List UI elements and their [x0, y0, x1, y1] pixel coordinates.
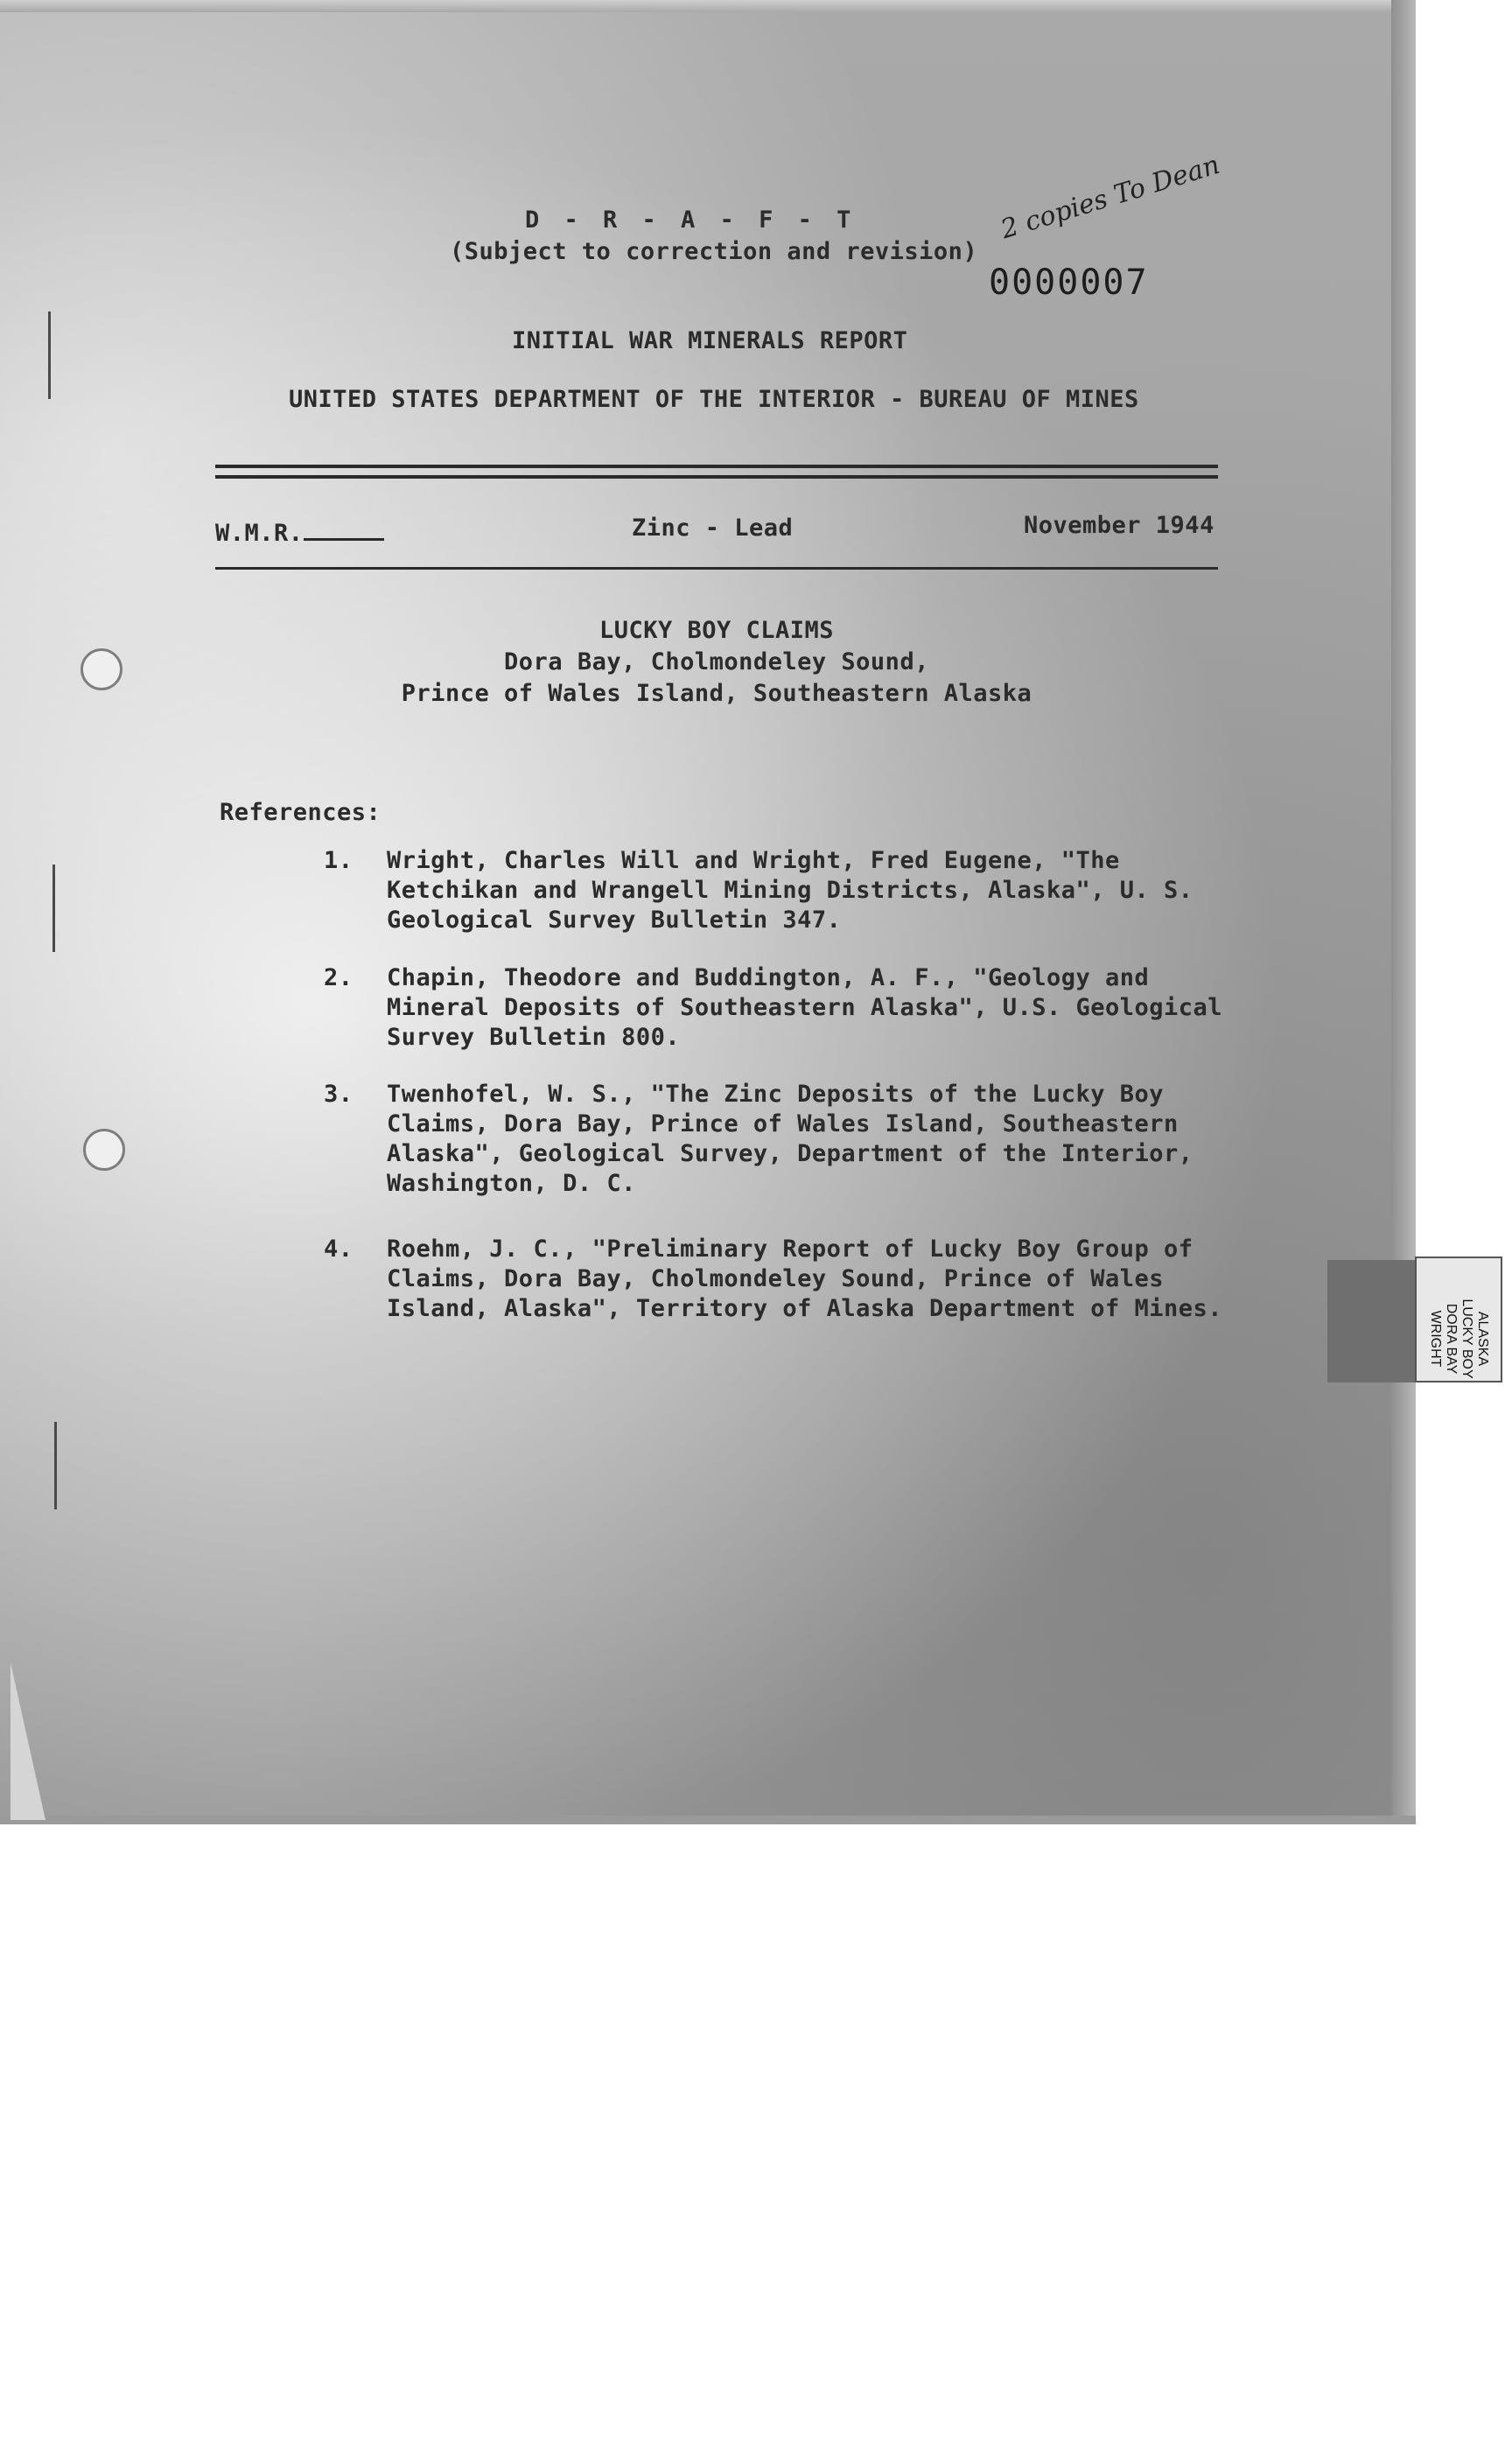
wmr-blank	[304, 538, 384, 541]
reference-number: 2.	[324, 964, 354, 991]
divider-rule	[215, 567, 1218, 570]
claims-location-line2: Prince of Wales Island, Southeastern Alaska	[401, 680, 1032, 707]
draft-label: D - R - A - F - T	[525, 206, 857, 234]
reference-text: Wright, Charles Will and Wright, Fred Eugene, "The Ketchikan and Wrangell Mining Districts, Alaska", U. S. Geological Survey Bulletin 347.	[387, 847, 1194, 934]
page-bottom-edge	[0, 1816, 1416, 1824]
double-rule-top	[215, 465, 1218, 468]
file-tab-text	[1427, 1273, 1490, 1404]
claims-location-line1: Dora Bay, Cholmondeley Sound,	[504, 648, 929, 676]
page-right-edge	[1391, 0, 1416, 1824]
binder-mark	[52, 864, 55, 952]
folded-corner	[10, 1662, 46, 1820]
reference-text: Twenhofel, W. S., "The Zinc Deposits of the Lucky Boy Claims, Dora Bay, Prince of Wales Island, Southeastern Alaska", Geological Survey, Department of the Interior, Washington, D. C.	[387, 1081, 1194, 1197]
reference-text: Roehm, J. C., "Preliminary Report of Lucky Boy Group of Claims, Dora Bay, Cholmondeley Sound, Prince of Wales Island, Alaska", Territory of Alaska Department of Mines.	[387, 1236, 1223, 1322]
department-line: UNITED STATES DEPARTMENT OF THE INTERIOR - BUREAU OF MINES	[289, 386, 1139, 413]
handwritten-note: 2 copies To Dean	[997, 149, 1224, 246]
references-heading: References:	[220, 799, 382, 826]
binder-mark	[48, 312, 51, 399]
file-tab-line: ALASKA	[1475, 1311, 1490, 1367]
punch-hole	[80, 648, 122, 690]
file-tab-line: DORA BAY	[1444, 1303, 1459, 1375]
report-date: November 1944	[1024, 512, 1214, 539]
wmr-field	[215, 520, 384, 547]
punch-hole	[83, 1129, 125, 1171]
page-top-edge	[0, 0, 1416, 12]
subject-line: (Subject to correction and revision)	[450, 238, 978, 265]
binder-mark	[54, 1422, 57, 1509]
reference-number: 4.	[324, 1236, 354, 1263]
commodity: Zinc - Lead	[632, 514, 794, 542]
claims-block	[215, 615, 1218, 710]
reference-number: 3.	[324, 1081, 354, 1108]
file-tab-line: WRIGHT	[1428, 1310, 1443, 1368]
reference-text: Chapin, Theodore and Buddington, A. F., "Geology and Mineral Deposits of Southeastern Alaska", U.S. Geological Survey Bulletin 800.	[387, 964, 1223, 1051]
file-tab-line: LUCKY BOY	[1460, 1298, 1474, 1379]
reference-number: 1.	[324, 847, 354, 874]
report-title: INITIAL WAR MINERALS REPORT	[512, 327, 908, 354]
double-rule-bottom	[215, 475, 1218, 479]
claims-name: LUCKY BOY CLAIMS	[598, 617, 835, 644]
stamp-number: 0000007	[989, 262, 1149, 303]
wmr-label: W.M.R.	[215, 520, 304, 547]
